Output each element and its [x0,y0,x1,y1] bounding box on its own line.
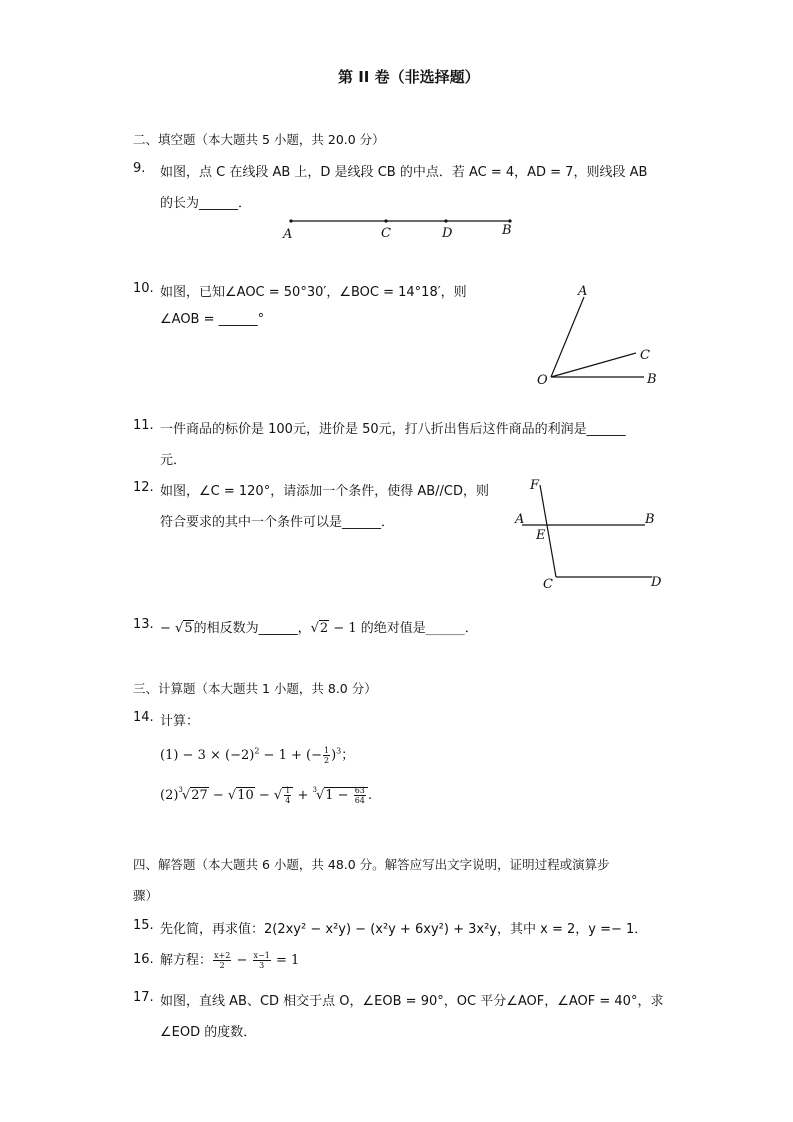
question-number: 10. [133,281,154,296]
section-heading-fill-in: 二、填空题（本大题共 5 小题，共 20.0 分） [133,132,385,147]
point-label: B [645,512,655,527]
numerator: 63 [354,786,365,795]
point-label: O [537,373,548,388]
math-text: = 1 [271,953,300,968]
question-text: 元． [160,453,187,468]
point-label: B [502,223,512,238]
question-text: 的长为______． [160,196,252,211]
denominator: 2 [219,961,225,970]
radicand: 10 [237,788,254,803]
math-text: (2) [160,788,179,803]
page-title: 第 II 卷（非选择题） [338,68,480,86]
point-label: C [381,226,391,241]
question-number: 9. [133,161,146,176]
math-text: − 1 + (− [259,748,322,763]
question-text: ∠EOD 的度数． [160,1025,257,1040]
radicand: 27 [191,788,208,803]
radicand: 5 [184,621,193,636]
numerator: x+2 [214,951,231,960]
denominator: 3 [259,961,265,970]
question-number: 14. [133,710,154,725]
math-text: (1) − 3 × (−2) [160,748,255,763]
math-text: 1 − [325,788,353,803]
fraction [354,786,366,805]
question-text: ∠AOB = ______° [160,312,265,327]
denominator: 4 [285,796,291,805]
exponent: 2 [254,746,260,756]
question-number: 12. [133,480,154,495]
point-label: B [647,372,657,387]
point-label: F [530,478,540,493]
question-text: 先化简，再求值：2(2xy² − x²y) − (x²y + 6xy²) + 3x²y，其中 x = 2，y =− 1． [160,922,648,937]
math-text: − [254,788,274,803]
question-14-part-2: $(2)^3√27 - √10$ − √ $\frac{1}{4}$ + $^3$√1 − $\frac{63}{64}$ . [160,786,373,805]
question-text: 符合要求的其中一个条件可以是______． [160,515,395,530]
point-label: E [536,528,546,543]
point-label: C [640,348,650,363]
math-text: . [367,788,373,803]
root-index: 3 [312,786,317,794]
math-text: ) [331,748,337,763]
section-heading-answer: 四、解答题（本大题共 6 小题，共 48.0 分。解答应写出文字说明，证明过程或演算步 [133,857,610,872]
fraction [323,746,330,765]
point-label: A [515,512,525,527]
point-label: D [442,226,453,241]
math-text: − [208,788,228,803]
question-number: 17. [133,990,154,1005]
radicand: 2 [319,621,329,636]
question-text: 如图，点 C 在线段 AB 上，D 是线段 CB 的中点．若 AC = 4，AD = 7，则线段 AB [160,165,648,180]
question-text: − √5的相反数为______，√2 − 1 的绝对值是______． [160,621,478,636]
numerator: 1 [323,746,330,755]
question-text: 如图，已知∠AOC = 50°30′，∠BOC = 14°18′，则 [160,285,467,300]
math-text: − 1 的绝对值是______． [329,621,478,636]
root-index: 3 [178,786,183,794]
math-text: − [232,953,252,968]
math-text: 解方程： [160,953,213,968]
question-number: 11. [133,418,154,433]
numerator: 1 [285,786,291,795]
fraction [213,951,231,970]
question-text: 计算： [160,714,200,729]
denominator: 2 [323,756,330,765]
point-label: C [543,577,553,592]
exponent: 3 [336,746,342,756]
question-text: 一件商品的标价是 100元，进价是 50元，打八折出售后这件商品的利润是______ [160,422,626,437]
point-label: A [578,284,588,299]
math-text: + [293,788,313,803]
section-heading-calculation: 三、计算题（本大题共 1 小题，共 8.0 分） [133,681,377,696]
question-number: 15. [133,918,154,933]
question-number: 13. [133,617,154,632]
point-label: D [651,575,662,590]
math-text: ； [341,748,355,763]
fraction [253,951,271,970]
question-text: 如图，∠C = 120°，请添加一个条件，使得 AB//CD，则 [160,484,489,499]
section-heading-answer-cont: 骤） [133,888,159,903]
question-text [160,949,299,970]
math-text: 的相反数为______， [193,621,311,636]
math-text: − [160,621,176,636]
question-14-part-1 [160,744,354,765]
fraction [284,786,291,805]
question-number: 16. [133,952,154,967]
numerator: x−1 [253,951,270,960]
point-label: A [283,227,293,242]
question-text: 如图，直线 AB、CD 相交于点 O，∠EOB = 90°，OC 平分∠AOF，∠AOF = 40°，求 [160,994,664,1009]
denominator: 64 [354,796,365,805]
